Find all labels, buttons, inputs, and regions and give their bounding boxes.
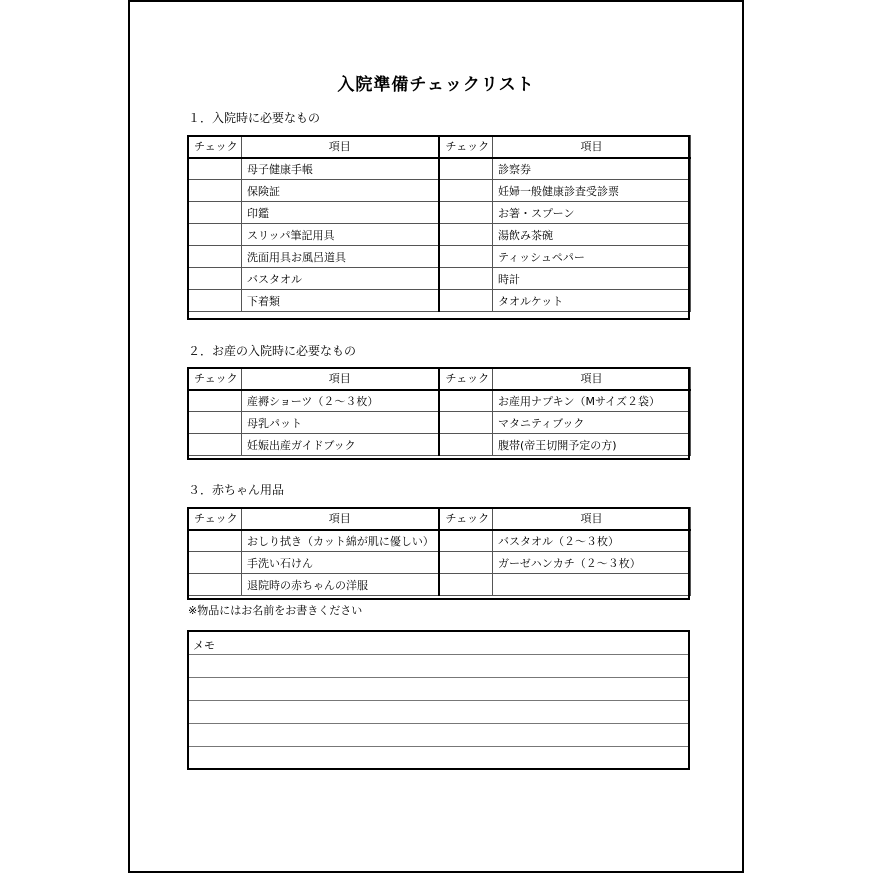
checklist-row <box>188 268 691 290</box>
item-label: マタニティブック <box>493 412 691 434</box>
check-box-cell[interactable] <box>439 202 493 224</box>
section-1-table <box>187 135 691 312</box>
check-box-cell[interactable] <box>188 412 242 434</box>
item-label: 湯飲み茶碗 <box>493 224 691 246</box>
check-box-cell[interactable] <box>439 434 493 456</box>
memo-label: メモ <box>193 639 215 652</box>
item-label: 下着類 <box>242 290 439 312</box>
section-3-rows <box>188 530 691 596</box>
item-label: 母乳パット <box>242 412 439 434</box>
check-box-cell[interactable] <box>188 290 242 312</box>
section-3-table <box>187 507 691 596</box>
checklist-page <box>128 0 744 873</box>
check-column-header: チェック <box>188 508 242 530</box>
section-1-rows <box>188 158 691 312</box>
memo-line <box>189 654 688 655</box>
checklist-row <box>188 390 691 412</box>
check-column-header: チェック <box>188 368 242 390</box>
check-box-cell[interactable] <box>439 552 493 574</box>
item-label: 手洗い石けん <box>242 552 439 574</box>
item-label: 妊娠出産ガイドブック <box>242 434 439 456</box>
item-label: 産褥ショーツ（２～３枚） <box>242 390 439 412</box>
check-box-cell[interactable] <box>188 224 242 246</box>
check-box-cell[interactable] <box>439 574 493 596</box>
section-2-table <box>187 367 691 456</box>
check-box-cell[interactable] <box>439 246 493 268</box>
check-column-header: チェック <box>188 136 242 158</box>
item-label: タオルケット <box>493 290 691 312</box>
item-label: バスタオル <box>242 268 439 290</box>
item-label: お産用ナプキン（Mサイズ２袋） <box>493 390 691 412</box>
checklist-row <box>188 224 691 246</box>
item-label: 診察券 <box>493 158 691 180</box>
item-label: 洗面用具お風呂道具 <box>242 246 439 268</box>
name-note: ※物品にはお名前をお書きください <box>188 604 363 617</box>
item-column-header: 項目 <box>493 508 691 530</box>
checklist-row <box>188 552 691 574</box>
item-column-header: 項目 <box>493 368 691 390</box>
item-column-header: 項目 <box>242 368 439 390</box>
check-box-cell[interactable] <box>188 434 242 456</box>
check-box-cell[interactable] <box>439 158 493 180</box>
item-label: 腹帯(帝王切開予定の方) <box>493 434 691 456</box>
check-box-cell[interactable] <box>439 290 493 312</box>
check-box-cell[interactable] <box>188 180 242 202</box>
item-label: ティッシュペパー <box>493 246 691 268</box>
section-2-heading: ２．お産の入院時に必要なもの <box>188 344 357 358</box>
section-3-heading: ３．赤ちゃん用品 <box>188 483 285 497</box>
item-label: 保険証 <box>242 180 439 202</box>
check-column-header: チェック <box>439 368 493 390</box>
memo-line <box>189 677 688 678</box>
check-box-cell[interactable] <box>439 224 493 246</box>
section-2-rows <box>188 390 691 456</box>
check-box-cell[interactable] <box>439 412 493 434</box>
check-box-cell[interactable] <box>188 246 242 268</box>
check-box-cell[interactable] <box>439 390 493 412</box>
page-title: 入院準備チェックリスト <box>337 75 535 95</box>
item-label: おしり拭き（カット綿が肌に優しい） <box>242 530 439 552</box>
item-label: 母子健康手帳 <box>242 158 439 180</box>
item-column-header: 項目 <box>493 136 691 158</box>
item-label: お箸・スプーン <box>493 202 691 224</box>
check-box-cell[interactable] <box>188 390 242 412</box>
table-header-row <box>188 136 691 158</box>
item-label: ガーゼハンカチ（２～３枚） <box>493 552 691 574</box>
item-label: 時計 <box>493 268 691 290</box>
item-label: 印鑑 <box>242 202 439 224</box>
memo-box[interactable] <box>187 630 690 770</box>
checklist-row <box>188 412 691 434</box>
section-1-heading: １．入院時に必要なもの <box>188 111 321 125</box>
table-header-row <box>188 368 691 390</box>
checklist-row <box>188 246 691 268</box>
checklist-row <box>188 434 691 456</box>
memo-line <box>189 723 688 724</box>
item-column-header: 項目 <box>242 508 439 530</box>
check-box-cell[interactable] <box>188 552 242 574</box>
check-column-header: チェック <box>439 136 493 158</box>
checklist-row <box>188 202 691 224</box>
checklist-row <box>188 290 691 312</box>
item-label: バスタオル（２～３枚） <box>493 530 691 552</box>
table-header-row <box>188 508 691 530</box>
item-label <box>493 574 691 596</box>
memo-line <box>189 700 688 701</box>
checklist-row <box>188 158 691 180</box>
memo-line <box>189 746 688 747</box>
check-box-cell[interactable] <box>188 574 242 596</box>
check-box-cell[interactable] <box>188 268 242 290</box>
item-label: スリッパ筆記用具 <box>242 224 439 246</box>
check-box-cell[interactable] <box>188 158 242 180</box>
item-column-header: 項目 <box>242 136 439 158</box>
check-box-cell[interactable] <box>439 530 493 552</box>
checklist-row <box>188 180 691 202</box>
check-column-header: チェック <box>439 508 493 530</box>
checklist-row <box>188 530 691 552</box>
check-box-cell[interactable] <box>188 202 242 224</box>
checklist-row <box>188 574 691 596</box>
check-box-cell[interactable] <box>439 268 493 290</box>
check-box-cell[interactable] <box>439 180 493 202</box>
item-label: 妊婦一般健康診査受診票 <box>493 180 691 202</box>
item-label: 退院時の赤ちゃんの洋服 <box>242 574 439 596</box>
check-box-cell[interactable] <box>188 530 242 552</box>
